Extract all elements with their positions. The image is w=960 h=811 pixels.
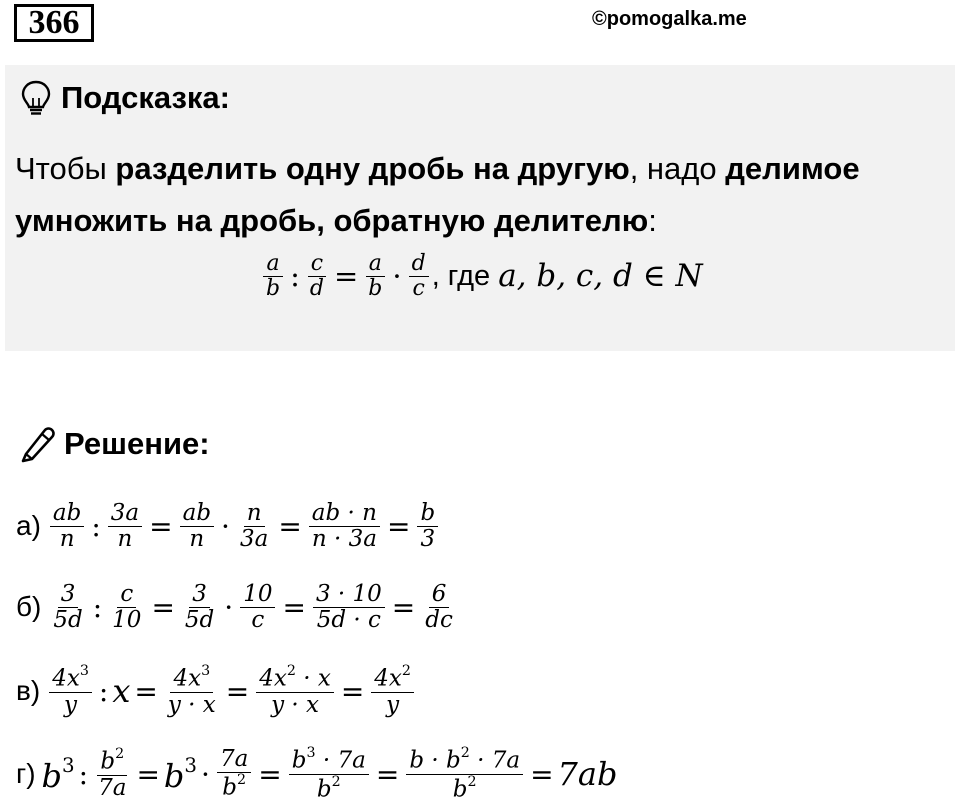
math-token: n — [244, 501, 265, 527]
solution-row-a — [16, 493, 441, 559]
fraction — [165, 664, 219, 717]
math-token: c — [251, 606, 265, 633]
math-token: 3 — [306, 744, 316, 761]
math-token: = — [149, 509, 173, 543]
math-token — [219, 773, 249, 801]
fraction — [365, 252, 385, 301]
math-token: b — [163, 756, 185, 795]
math-token: 3 — [62, 753, 75, 777]
math-token: d — [409, 252, 429, 277]
math-token: · 7a — [315, 747, 366, 774]
math-token: 4x — [173, 666, 202, 693]
math-token: x — [112, 672, 131, 710]
math-token: 6 — [429, 582, 450, 608]
fraction — [182, 582, 217, 633]
fraction — [108, 501, 142, 552]
fraction — [50, 582, 85, 633]
math-token: c — [117, 582, 136, 608]
math-token: 10 — [112, 606, 142, 633]
math-token: 7a — [98, 774, 127, 801]
math-token: d — [309, 275, 324, 301]
math-token: = — [333, 259, 359, 293]
math-token: = — [375, 757, 400, 791]
math-token — [49, 664, 92, 693]
hint-box — [5, 65, 955, 351]
math-token: b — [222, 774, 237, 801]
math-token: b — [452, 776, 468, 803]
site-watermark: ©pomogalka.me — [592, 8, 747, 30]
solution-heading — [18, 424, 210, 464]
fraction — [237, 501, 271, 552]
math-token — [170, 664, 213, 693]
math-token: = — [225, 674, 250, 708]
math-token: = — [136, 757, 160, 791]
math-token: 3 · 10 — [313, 582, 385, 608]
math-token: : — [98, 674, 109, 708]
math-token: : — [92, 590, 103, 624]
fraction — [309, 501, 380, 552]
math-token: ab — [50, 501, 84, 527]
math-token: 2 — [467, 773, 477, 790]
math-token — [371, 664, 414, 693]
math-token: 2 — [460, 744, 470, 761]
math-token — [256, 664, 334, 693]
solution-row-b — [16, 574, 459, 640]
math-token — [406, 746, 523, 775]
math-token: y — [386, 691, 400, 718]
hint-title: Подсказка: — [61, 80, 230, 115]
math-token: y · x — [271, 691, 319, 718]
math-token: b · b — [409, 747, 461, 774]
math-token: = — [530, 757, 554, 791]
fraction — [263, 252, 283, 301]
math-token: c — [412, 275, 425, 301]
math-token: 3 — [184, 753, 198, 777]
math-token: = — [258, 757, 282, 791]
math-token — [97, 747, 127, 776]
math-token: = — [134, 674, 158, 708]
math-token: 10 — [240, 582, 275, 608]
math-token: b — [417, 501, 438, 527]
math-token: b — [291, 747, 307, 774]
math-token: в) — [16, 675, 41, 706]
math-token: = — [282, 590, 306, 624]
fraction — [409, 252, 429, 301]
math-token: y · x — [167, 691, 216, 718]
math-token: 4x — [374, 666, 402, 693]
math-token: 3a — [239, 525, 269, 552]
solution-row-g — [16, 741, 617, 807]
solution-row-v — [16, 658, 417, 724]
problem-number: 366 — [14, 4, 94, 42]
math-token: 2 — [286, 663, 296, 680]
math-token: 3 — [201, 663, 211, 680]
math-token: a — [366, 252, 385, 277]
math-token: dc — [425, 606, 453, 633]
math-token: 3 — [79, 663, 89, 680]
math-token: 5d · c — [316, 606, 381, 633]
math-token: n — [117, 525, 133, 552]
math-token: b — [41, 756, 63, 795]
math-token: ab — [180, 501, 214, 527]
math-token: 2 — [331, 773, 341, 790]
fraction — [371, 664, 414, 717]
math-token: 4x — [52, 666, 80, 693]
math-token: 2 — [401, 663, 411, 680]
math-token — [450, 775, 480, 803]
fraction — [313, 582, 385, 633]
fraction — [240, 582, 275, 633]
pencil-icon — [18, 424, 58, 464]
fraction — [49, 664, 92, 717]
math-token: · — [392, 259, 402, 293]
fraction — [289, 746, 369, 802]
math-token: = — [386, 509, 411, 543]
math-token: n — [59, 525, 75, 552]
math-token — [42, 754, 75, 795]
math-token: n · 3a — [311, 525, 377, 552]
hint-heading — [19, 81, 230, 115]
math-token: , где — [431, 259, 499, 292]
math-token: n — [189, 525, 205, 552]
math-token: 7a — [217, 747, 251, 773]
fraction — [50, 501, 84, 552]
fraction — [95, 747, 129, 800]
math-token — [289, 746, 369, 775]
math-token: · x — [295, 666, 331, 693]
math-token: 4x — [259, 666, 287, 693]
math-token: = — [151, 590, 175, 624]
hint-formula — [260, 245, 703, 307]
math-token: b — [100, 749, 116, 776]
variables: a, b, c, d ∈ N — [498, 258, 703, 294]
fraction — [406, 746, 523, 802]
fraction — [256, 664, 334, 717]
math-token: b — [368, 275, 383, 301]
math-token: г) — [16, 758, 36, 789]
math-token: · 7a — [469, 747, 521, 774]
math-token: 2 — [115, 746, 125, 763]
math-token: ab · n — [309, 501, 380, 527]
solution-title: Решение: — [64, 426, 210, 461]
math-token: y — [64, 691, 78, 718]
math-token: 3 — [189, 582, 210, 608]
math-token: · — [221, 509, 230, 543]
hint-text: Чтобы разделить одну дробь на другую, надо делимое умножить на дробь, обратную делителю: — [15, 151, 860, 238]
math-token: : — [78, 757, 89, 791]
result: 7ab — [557, 755, 618, 793]
math-token: 3 — [420, 525, 436, 552]
lightbulb-icon — [19, 79, 53, 117]
fraction — [217, 747, 251, 800]
fraction — [307, 252, 327, 301]
math-token: · — [201, 757, 210, 791]
math-token: : — [91, 509, 101, 543]
math-token: c — [308, 252, 326, 277]
math-token: 3 — [58, 582, 79, 608]
math-token: 3a — [108, 501, 142, 527]
fraction — [109, 582, 144, 633]
math-token — [164, 754, 197, 795]
fraction — [180, 501, 214, 552]
math-token: = — [278, 509, 302, 543]
math-token: · — [224, 590, 234, 624]
math-token: б) — [16, 591, 42, 622]
math-token: 5d — [53, 606, 83, 633]
math-token: b — [316, 776, 332, 803]
fraction — [422, 582, 456, 633]
fraction — [417, 501, 438, 552]
math-token: a — [263, 252, 282, 277]
math-token: 2 — [236, 772, 247, 789]
math-token: b — [266, 275, 281, 301]
math-token: = — [340, 674, 365, 708]
math-token: = — [391, 590, 416, 624]
math-token: 5d — [184, 606, 215, 633]
math-token: : — [290, 259, 300, 293]
math-token: а) — [16, 510, 41, 541]
math-token — [314, 775, 344, 803]
